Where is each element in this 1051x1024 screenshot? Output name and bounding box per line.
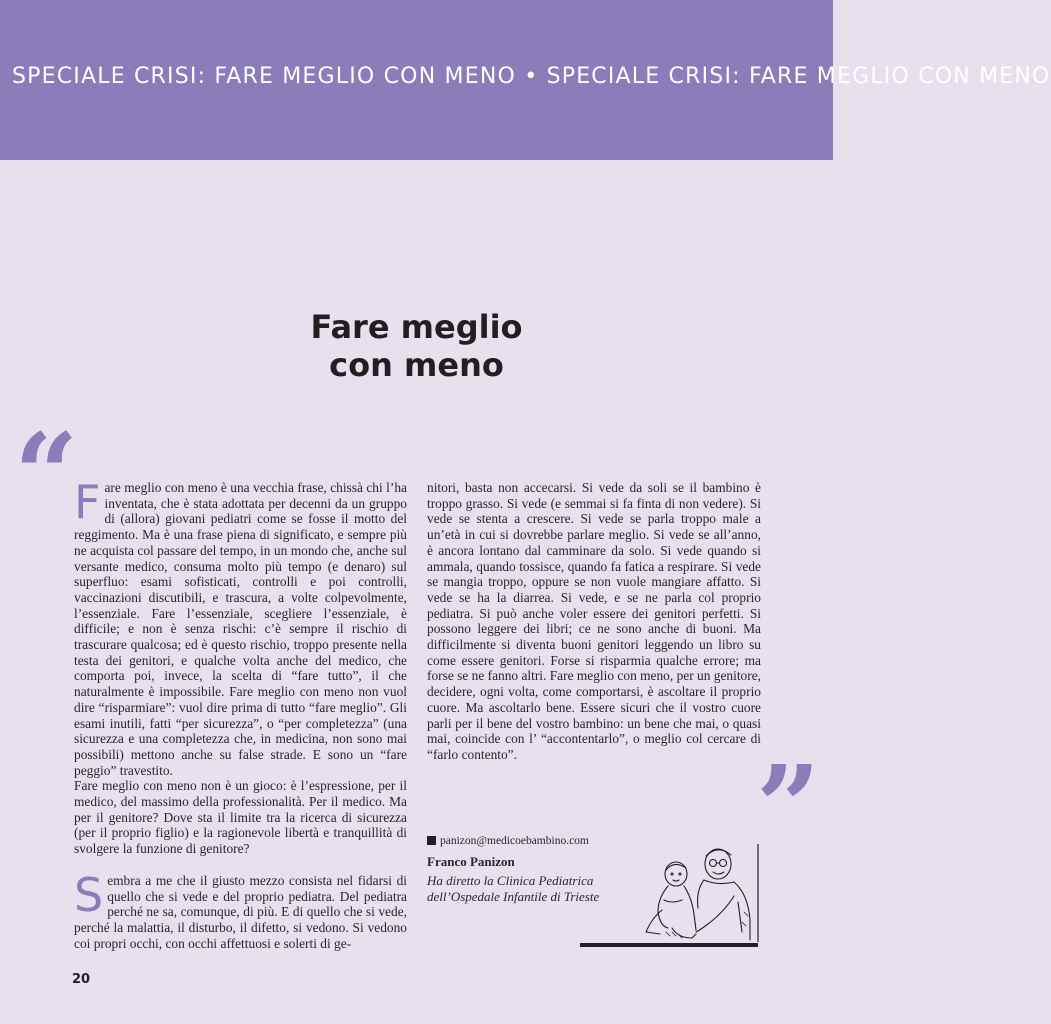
article-column-right: [427, 480, 761, 763]
author-role-line-2: dell’Ospedale Infantile di Trieste: [427, 889, 600, 904]
adult-hair: [706, 850, 731, 856]
child-leg-left: [646, 910, 662, 934]
author-rule: [580, 943, 758, 947]
dropcap-f: F: [74, 475, 101, 529]
author-illustration: [638, 842, 760, 946]
title-line-1: Fare meglio: [310, 308, 523, 346]
article-column-left: [74, 475, 407, 951]
article-paragraph-3-continued: nitori, basta non accecarsi. Si vede da soli se il bambino è troppo grasso. Si vede (e semmai si fa finta di non vedere). Si vede se stenta a crescere. Si vede se parla troppo male a un’età in cui si dovrebbe parlare meglio. Si vede se all’anno, è ancora lontano dal camminare da solo. Si vede quando si ammala, quando tossisce, quando fa fatica a respirare. Si vede se mangia troppo, oppure se non vuole mangiare affatto. Si vede se ha la diarrea. Si vede, e se ne parla col proprio pediatra. Si può anche voler essere dei genitori perfetti. Si possono leggere dei libri; ce ne sono anche di buoni. Ma difficilmente si diventa buoni genitori leggendo un libro su come essere genitori. Forse si risparmia qualche errore; ma forse se ne fanno altri. Fare meglio con meno, per un genitore, decidere, ogni volta, come comportarsi, è ascoltare il proprio cuore. Ma ascoltarlo bene. Essere sicuri che il vostro cuore parli per il bene del vostro bambino: un bene che mai, o quasi mai, coincide con l’ “accontentarlo”, o meglio col cercare di “farlo contento”.: [427, 480, 761, 762]
header-banner: [0, 0, 1051, 160]
open-quote-icon: “: [14, 410, 79, 541]
child-body: [658, 886, 668, 928]
adult-smile: [713, 872, 724, 874]
title-line-2: con meno: [329, 346, 504, 384]
author-role-line-1: Ha diretto la Clinica Pediatrica: [427, 873, 594, 888]
child-head: [665, 862, 687, 886]
author-name: Franco Panizon: [427, 854, 515, 869]
glasses-left: [710, 860, 717, 867]
article-paragraph-1: [74, 475, 407, 778]
glasses-right: [720, 860, 727, 867]
page-number: 20: [72, 972, 91, 987]
square-bullet-icon: [427, 836, 436, 845]
child-leg-right: [672, 928, 696, 938]
banner-text: SPECIALE CRISI: FARE MEGLIO CON MENO • SPECIALE CRISI: FARE MEGLIO CON MENO: [12, 64, 1051, 89]
paragraph-1-text: are meglio con meno è una vecchia frase, chissà chi l’ha inventata, che è stata adottata per decenni da un gruppo di (allora) giovani pediatri come se fosse il motto del reggimento. Ma è una frase piena di significato, e sempre più ne acquista col passare del tempo, in un mondo che, anche sul versante medico, consuma molto più tempo (e denaro) sul superfluo: esami sofisticati, controlli e poi controlli, vaccinazioni discutibili, e trascura, a volte colpevolmente, l’essenziale. Fare l’essenziale, scegliere l’essenziale, è difficile; e non è senza rischi: c’è sempre il rischio di trascurare qualcosa; ed è questo rischio, troppo presente nella testa dei genitori, e qualche volta anche del medico, che comporta poi, invece, la scelta di “fare tutto”, il che naturalmente è impossibile. Fare meglio con meno non vuol dire “risparmiare”: vuol dire prima di tutto “fare meglio”. Gli esami inutili, fatti “per sicurezza”, o “per completezza” (una sicurezza e una completezza che, in medicina, non sono mai possibili) mettono anche su false strade. E sono un “fare peggio” travestito.: [74, 480, 407, 778]
adult-arm: [696, 896, 734, 932]
page-title: [0, 308, 833, 384]
author-email-link[interactable]: panizon@medicoebambino.com: [440, 835, 589, 847]
close-quote-icon: ”: [756, 742, 821, 873]
adult-shoulder: [704, 880, 750, 940]
paragraph-3-text: embra a me che il giusto mezzo consista nel fidarsi di quello che si vede e del proprio pediatra. Del pediatra perché ne sa, comunque, di più. E di quello che si vede, perché la malattia, il disturbo, il difetto, si vedono. Si vedono coi propri occhi, con occhi affettuosi e solerti di ge-: [74, 872, 407, 951]
dropcap-s: S: [74, 867, 104, 922]
article-paragraph-3: [74, 867, 407, 952]
article-paragraph-2: Fare meglio con meno non è un gioco: è l’espressione, per il medico, del massimo della professionalità. Per il medico. Ma per il genitore? Dove sta il limite tra la ricerca di sicurezza (per il proprio figlio) e la ragionevole libertà e tranquillità di svolgere la funzione di genitore?: [74, 778, 407, 857]
